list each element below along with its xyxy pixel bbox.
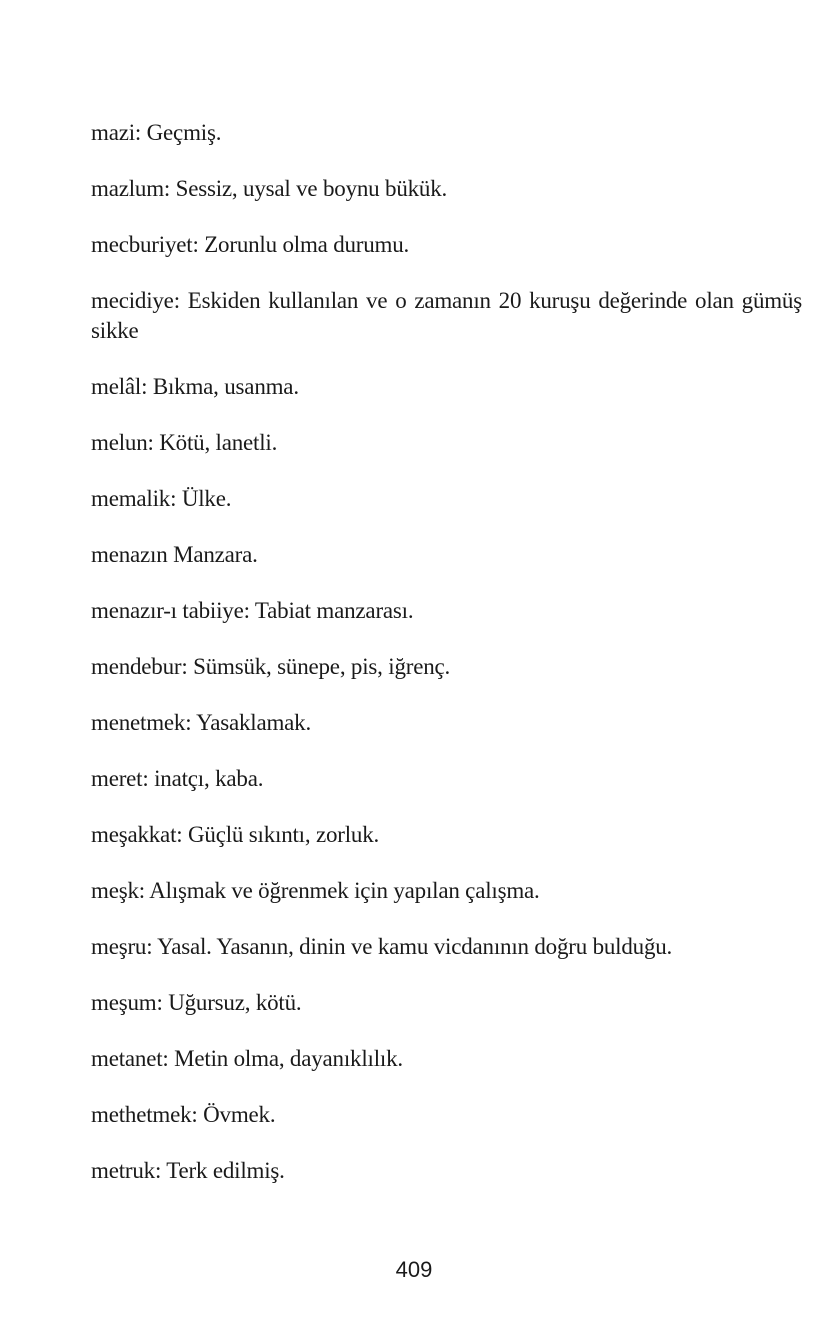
entry-definition: Bıkma, usanma. bbox=[147, 374, 299, 399]
entry-definition: Ülke. bbox=[176, 486, 232, 511]
glossary-entry bbox=[91, 932, 802, 962]
entry-definition: Eskiden kullanılan ve o zamanın 20 kuruşu değerinde olan gümüş sikke bbox=[91, 288, 802, 343]
page-number: 409 bbox=[395, 1257, 433, 1282]
entry-definition: Manzara. bbox=[167, 542, 258, 567]
entry-term: meşk: bbox=[91, 878, 145, 903]
entry-term: memalik: bbox=[91, 486, 177, 511]
glossary-entry bbox=[91, 174, 802, 204]
glossary-entry bbox=[91, 1044, 802, 1074]
entry-term: meşru: bbox=[91, 934, 153, 959]
glossary-entry bbox=[91, 596, 802, 626]
entry-definition: Alışmak ve öğrenmek için yapılan çalışma. bbox=[144, 878, 540, 903]
glossary-entry bbox=[91, 1156, 802, 1186]
entry-term: menazır-ı tabiiye: bbox=[91, 598, 250, 623]
glossary-entry bbox=[91, 484, 802, 514]
entry-term: meşum: bbox=[91, 990, 163, 1015]
glossary-entry bbox=[91, 708, 802, 738]
entry-definition: Uğursuz, kötü. bbox=[162, 990, 302, 1015]
entry-definition: Güçlü sıkıntı, zorluk. bbox=[182, 822, 380, 847]
entry-term: metanet: bbox=[91, 1046, 169, 1071]
entry-definition: Sessiz, uysal ve boynu bükük. bbox=[170, 176, 448, 201]
entry-definition: Yasal. Yasanın, dinin ve kamu vicdanının doğru bulduğu. bbox=[152, 934, 673, 959]
glossary-entry bbox=[91, 118, 802, 148]
entry-term: melun: bbox=[91, 430, 154, 455]
entry-term: mecburiyet: bbox=[91, 232, 199, 257]
entry-definition: Kötü, lanetli. bbox=[153, 430, 278, 455]
entry-definition: Övmek. bbox=[197, 1102, 276, 1127]
glossary-entry bbox=[91, 988, 802, 1018]
entry-term: methetmek: bbox=[91, 1102, 198, 1127]
entry-definition: Yasaklamak. bbox=[191, 710, 312, 735]
entry-term: meret: bbox=[91, 766, 149, 791]
glossary-entry bbox=[91, 764, 802, 794]
entry-term: melâl: bbox=[91, 374, 148, 399]
entry-term: metruk: bbox=[91, 1158, 162, 1183]
entry-term: menazın bbox=[91, 542, 168, 567]
glossary-entry bbox=[91, 1100, 802, 1130]
entry-term: menetmek: bbox=[91, 710, 192, 735]
glossary-entry bbox=[91, 652, 802, 682]
glossary-list bbox=[91, 118, 802, 1212]
glossary-entry bbox=[91, 820, 802, 850]
entry-term: mecidiye: bbox=[91, 288, 180, 313]
entry-definition: inatçı, kaba. bbox=[148, 766, 264, 791]
glossary-entry bbox=[91, 230, 802, 260]
entry-definition: Zorunlu olma durumu. bbox=[198, 232, 410, 257]
entry-definition: Geçmiş. bbox=[141, 120, 222, 145]
glossary-entry bbox=[91, 428, 802, 458]
entry-term: mazi: bbox=[91, 120, 142, 145]
glossary-entry bbox=[91, 372, 802, 402]
entry-definition: Sümsük, sünepe, pis, iğrenç. bbox=[187, 654, 451, 679]
entry-term: mendebur: bbox=[91, 654, 188, 679]
entry-definition: Metin olma, dayanıklılık. bbox=[168, 1046, 403, 1071]
entry-definition: Terk edilmiş. bbox=[161, 1158, 285, 1183]
glossary-entry bbox=[91, 286, 802, 346]
entry-term: mazlum: bbox=[91, 176, 171, 201]
entry-term: meşakkat: bbox=[91, 822, 183, 847]
glossary-entry bbox=[91, 876, 802, 906]
entry-definition: Tabiat manzarası. bbox=[249, 598, 414, 623]
glossary-entry bbox=[91, 540, 802, 570]
